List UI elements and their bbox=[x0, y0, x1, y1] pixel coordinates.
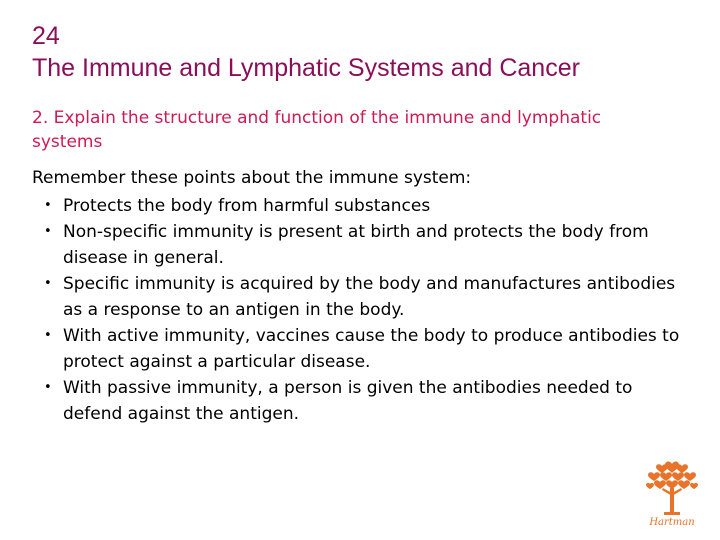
list-item bbox=[32, 193, 692, 219]
list-item bbox=[32, 323, 692, 375]
chapter-title: The Immune and Lymphatic Systems and Cancer bbox=[32, 54, 580, 82]
bullet-list bbox=[32, 193, 692, 427]
bullet-icon: • bbox=[44, 276, 52, 291]
list-item bbox=[32, 375, 692, 427]
bullet-text: With passive immunity, a person is given the antibodies needed to defend against the antigen. bbox=[63, 378, 633, 424]
bullet-icon: • bbox=[44, 198, 52, 213]
list-item bbox=[32, 219, 692, 271]
bullet-text: Specific immunity is acquired by the body and manufactures antibodies as a response to an antigen in the body. bbox=[63, 274, 676, 320]
learning-objective: 2. Explain the structure and function of the immune and lymphatic systems bbox=[32, 108, 602, 152]
intro-text: Remember these points about the immune system: bbox=[32, 168, 472, 188]
logo-text: Hartman bbox=[649, 517, 695, 528]
hartman-logo bbox=[640, 456, 704, 532]
bullet-text: With active immunity, vaccines cause the body to produce antibodies to protect against a particular disease. bbox=[63, 326, 680, 372]
bullet-icon: • bbox=[44, 224, 52, 239]
bullet-icon: • bbox=[44, 380, 52, 395]
tree-of-hearts-icon bbox=[640, 456, 704, 518]
list-item bbox=[32, 271, 692, 323]
bullet-icon: • bbox=[44, 328, 52, 343]
chapter-number: 24 bbox=[32, 22, 60, 50]
bullet-text: Non-specific immunity is present at birth and protects the body from disease in general. bbox=[63, 222, 649, 268]
slide-title bbox=[32, 20, 580, 84]
bullet-text: Protects the body from harmful substances bbox=[63, 196, 431, 216]
